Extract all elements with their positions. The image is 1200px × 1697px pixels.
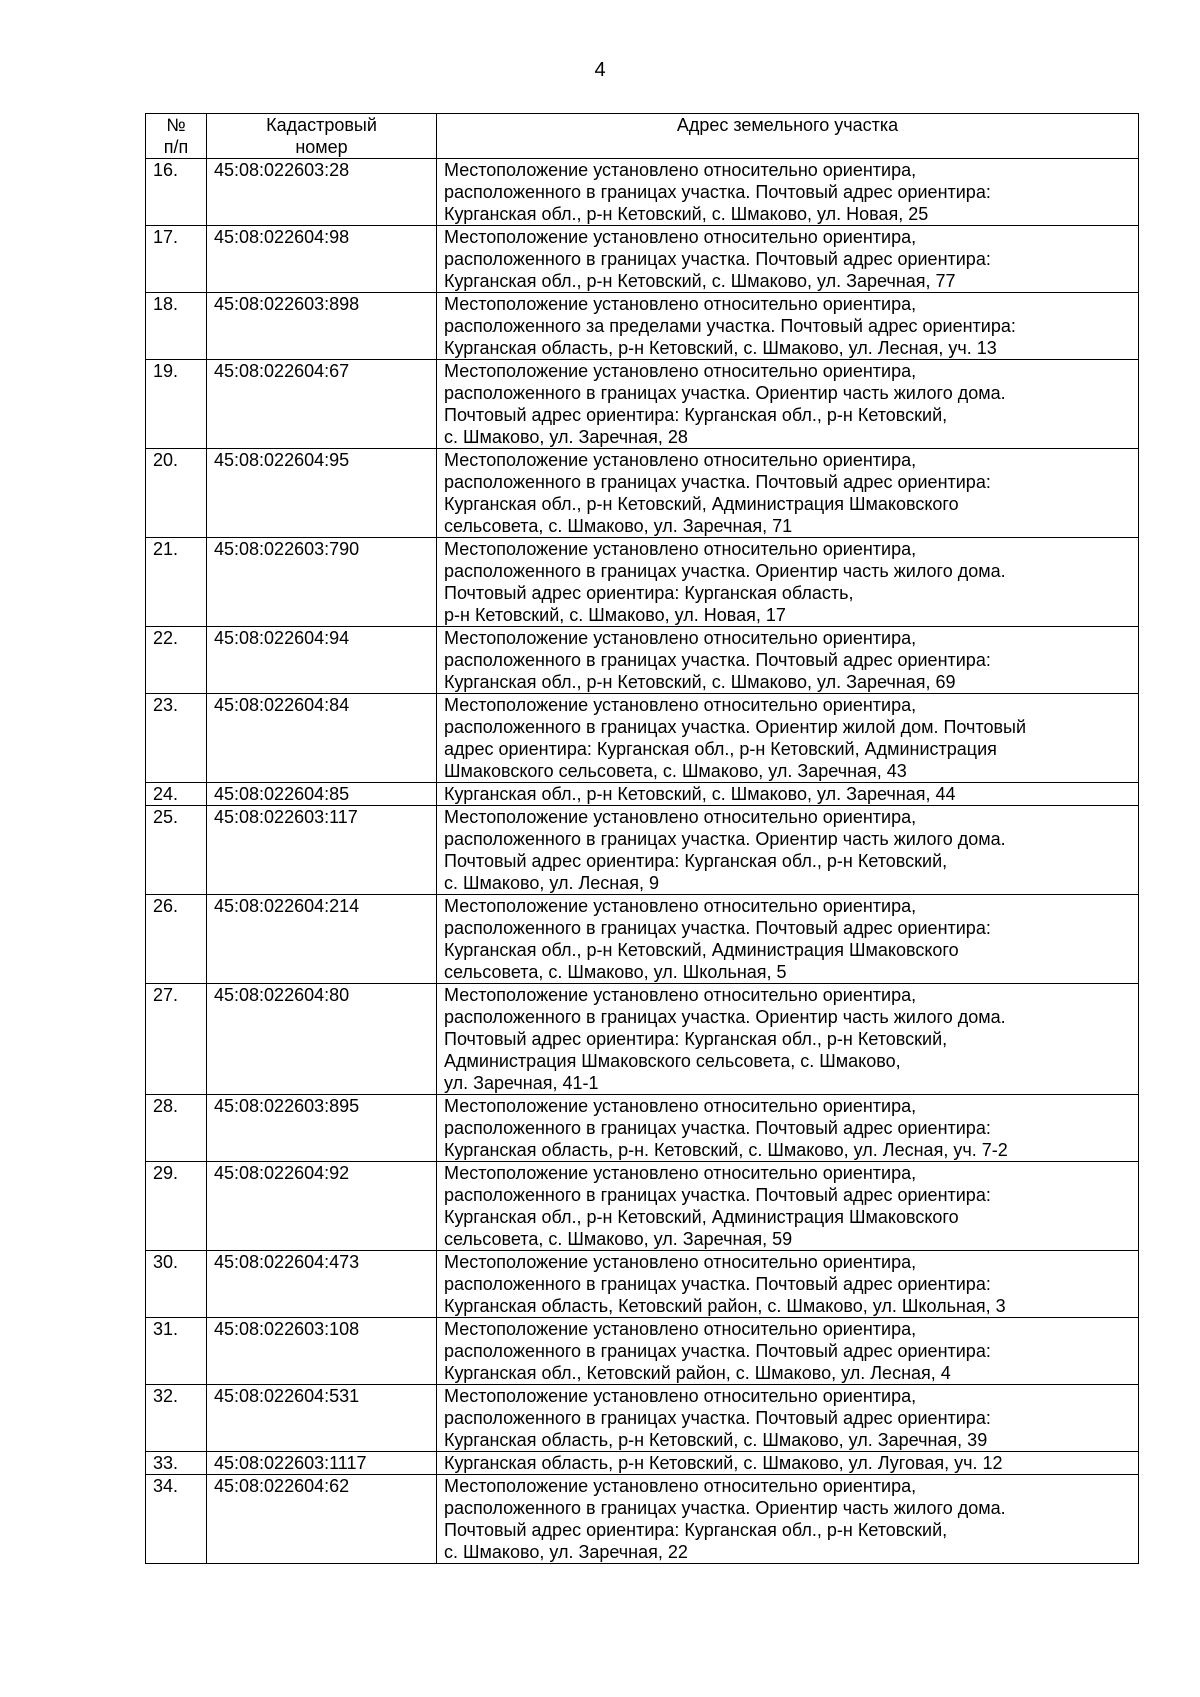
row-number: 31. xyxy=(146,1318,207,1385)
cadastral-number: 45:08:022604:85 xyxy=(207,783,437,806)
header-number: № п/п xyxy=(146,114,207,159)
cadastral-number: 45:08:022603:117 xyxy=(207,806,437,895)
parcel-address: Местоположение установлено относительно ориентира, расположенного в границах участка. Почтовый адрес ориентира: Курганская обл., р-н Кетовский, с. Шмаково, ул. Заречная, 77 xyxy=(437,226,1139,293)
cadastral-number: 45:08:022603:1117 xyxy=(207,1452,437,1475)
cadastral-number: 45:08:022604:531 xyxy=(207,1385,437,1452)
table-row xyxy=(146,159,1139,226)
parcel-address: Местоположение установлено относительно ориентира, расположенного за пределами участка. Почтовый адрес ориентира: Курганская область, р-н Кетовский, с. Шмаково, ул. Лесная, уч. 13 xyxy=(437,293,1139,360)
cadastral-number: 45:08:022604:92 xyxy=(207,1162,437,1251)
row-number: 30. xyxy=(146,1251,207,1318)
parcel-address: Местоположение установлено относительно ориентира, расположенного в границах участка. Ориентир часть жилого дома. Почтовый адрес ориентира: Курганская область, р-н Кетовский, с. Шмаково, ул. Новая, 17 xyxy=(437,538,1139,627)
row-number: 23. xyxy=(146,694,207,783)
row-number: 27. xyxy=(146,984,207,1095)
parcel-address: Местоположение установлено относительно ориентира, расположенного в границах участка. Ориентир часть жилого дома. Почтовый адрес ориентира: Курганская обл., р-н Кетовский, Администрация Шмаковского сельсовета, с. Шмаково, ул. Заречная, 41-1 xyxy=(437,984,1139,1095)
parcel-address: Местоположение установлено относительно ориентира, расположенного в границах участка. Ориентир часть жилого дома. Почтовый адрес ориентира: Курганская обл., р-н Кетовский, с. Шмаково, ул. Лесная, 9 xyxy=(437,806,1139,895)
table-row xyxy=(146,694,1139,783)
table-row xyxy=(146,984,1139,1095)
table-row xyxy=(146,806,1139,895)
table-row xyxy=(146,1318,1139,1385)
cadastral-number: 45:08:022604:84 xyxy=(207,694,437,783)
parcel-address: Местоположение установлено относительно ориентира, расположенного в границах участка. Ориентир часть жилого дома. Почтовый адрес ориентира: Курганская обл., р-н Кетовский, с. Шмаково, ул. Заречная, 28 xyxy=(437,360,1139,449)
parcel-address: Местоположение установлено относительно ориентира, расположенного в границах участка. Почтовый адрес ориентира: Курганская область, р-н. Кетовский, с. Шмаково, ул. Лесная, уч. 7-2 xyxy=(437,1095,1139,1162)
row-number: 34. xyxy=(146,1475,207,1564)
cadastral-number: 45:08:022604:214 xyxy=(207,895,437,984)
parcel-address: Местоположение установлено относительно ориентира, расположенного в границах участка. Ориентир часть жилого дома. Почтовый адрес ориентира: Курганская обл., р-н Кетовский, с. Шмаково, ул. Заречная, 22 xyxy=(437,1475,1139,1564)
cadastral-number: 45:08:022604:67 xyxy=(207,360,437,449)
cadastral-number: 45:08:022603:790 xyxy=(207,538,437,627)
cadastral-number: 45:08:022603:108 xyxy=(207,1318,437,1385)
page-number: 4 xyxy=(594,59,606,81)
parcel-address: Местоположение установлено относительно ориентира, расположенного в границах участка. Почтовый адрес ориентира: Курганская обл., р-н Кетовский, Администрация Шмаковского сельсовета, с. Шмаково, ул. Заречная, 59 xyxy=(437,1162,1139,1251)
row-number: 22. xyxy=(146,627,207,694)
parcel-address: Местоположение установлено относительно ориентира, расположенного в границах участка. Почтовый адрес ориентира: Курганская обл., Кетовский район, с. Шмаково, ул. Лесная, 4 xyxy=(437,1318,1139,1385)
table-row xyxy=(146,293,1139,360)
table-row xyxy=(146,1162,1139,1251)
header-cadastral-number: Кадастровый номер xyxy=(207,114,437,159)
parcel-address: Курганская область, р-н Кетовский, с. Шмаково, ул. Луговая, уч. 12 xyxy=(437,1452,1139,1475)
parcel-address: Местоположение установлено относительно ориентира, расположенного в границах участка. Почтовый адрес ориентира: Курганская обл., р-н Кетовский, с. Шмаково, ул. Новая, 25 xyxy=(437,159,1139,226)
header-address: Адрес земельного участка xyxy=(437,114,1139,159)
table-header-row xyxy=(146,114,1139,159)
parcel-address: Курганская обл., р-н Кетовский, с. Шмаково, ул. Заречная, 44 xyxy=(437,783,1139,806)
table-row xyxy=(146,895,1139,984)
table-row xyxy=(146,538,1139,627)
row-number: 25. xyxy=(146,806,207,895)
table-row xyxy=(146,1475,1139,1564)
row-number: 16. xyxy=(146,159,207,226)
row-number: 26. xyxy=(146,895,207,984)
row-number: 18. xyxy=(146,293,207,360)
table-body xyxy=(146,159,1139,1564)
cadastral-number: 45:08:022603:895 xyxy=(207,1095,437,1162)
row-number: 17. xyxy=(146,226,207,293)
cadastral-number: 45:08:022604:95 xyxy=(207,449,437,538)
cadastral-number: 45:08:022604:473 xyxy=(207,1251,437,1318)
table-row xyxy=(146,360,1139,449)
row-number: 28. xyxy=(146,1095,207,1162)
land-parcels-table xyxy=(145,113,1139,1564)
row-number: 29. xyxy=(146,1162,207,1251)
row-number: 24. xyxy=(146,783,207,806)
row-number: 33. xyxy=(146,1452,207,1475)
table-row xyxy=(146,1251,1139,1318)
parcel-address: Местоположение установлено относительно ориентира, расположенного в границах участка. Почтовый адрес ориентира: Курганская обл., р-н Кетовский, Администрация Шмаковского сельсовета, с. Шмаково, ул. Школьная, 5 xyxy=(437,895,1139,984)
cadastral-number: 45:08:022604:62 xyxy=(207,1475,437,1564)
cadastral-number: 45:08:022603:28 xyxy=(207,159,437,226)
table-row xyxy=(146,1095,1139,1162)
table-row xyxy=(146,1452,1139,1475)
parcel-address: Местоположение установлено относительно ориентира, расположенного в границах участка. Почтовый адрес ориентира: Курганская обл., р-н Кетовский, с. Шмаково, ул. Заречная, 69 xyxy=(437,627,1139,694)
parcel-address: Местоположение установлено относительно ориентира, расположенного в границах участка. Почтовый адрес ориентира: Курганская область, Кетовский район, с. Шмаково, ул. Школьная, 3 xyxy=(437,1251,1139,1318)
table-row xyxy=(146,449,1139,538)
cadastral-number: 45:08:022603:898 xyxy=(207,293,437,360)
row-number: 19. xyxy=(146,360,207,449)
cadastral-number: 45:08:022604:94 xyxy=(207,627,437,694)
table-row xyxy=(146,1385,1139,1452)
cadastral-number: 45:08:022604:98 xyxy=(207,226,437,293)
table-row xyxy=(146,627,1139,694)
row-number: 20. xyxy=(146,449,207,538)
parcel-address: Местоположение установлено относительно ориентира, расположенного в границах участка. Почтовый адрес ориентира: Курганская область, р-н Кетовский, с. Шмаково, ул. Заречная, 39 xyxy=(437,1385,1139,1452)
cadastral-number: 45:08:022604:80 xyxy=(207,984,437,1095)
table-row xyxy=(146,226,1139,293)
row-number: 21. xyxy=(146,538,207,627)
row-number: 32. xyxy=(146,1385,207,1452)
table-row xyxy=(146,783,1139,806)
parcel-address: Местоположение установлено относительно ориентира, расположенного в границах участка. Ориентир жилой дом. Почтовый адрес ориентира: Курганская обл., р-н Кетовский, Администрация Шмаковского сельсовета, с. Шмаково, ул. Заречная, 43 xyxy=(437,694,1139,783)
parcel-address: Местоположение установлено относительно ориентира, расположенного в границах участка. Почтовый адрес ориентира: Курганская обл., р-н Кетовский, Администрация Шмаковского сельсовета, с. Шмаково, ул. Заречная, 71 xyxy=(437,449,1139,538)
